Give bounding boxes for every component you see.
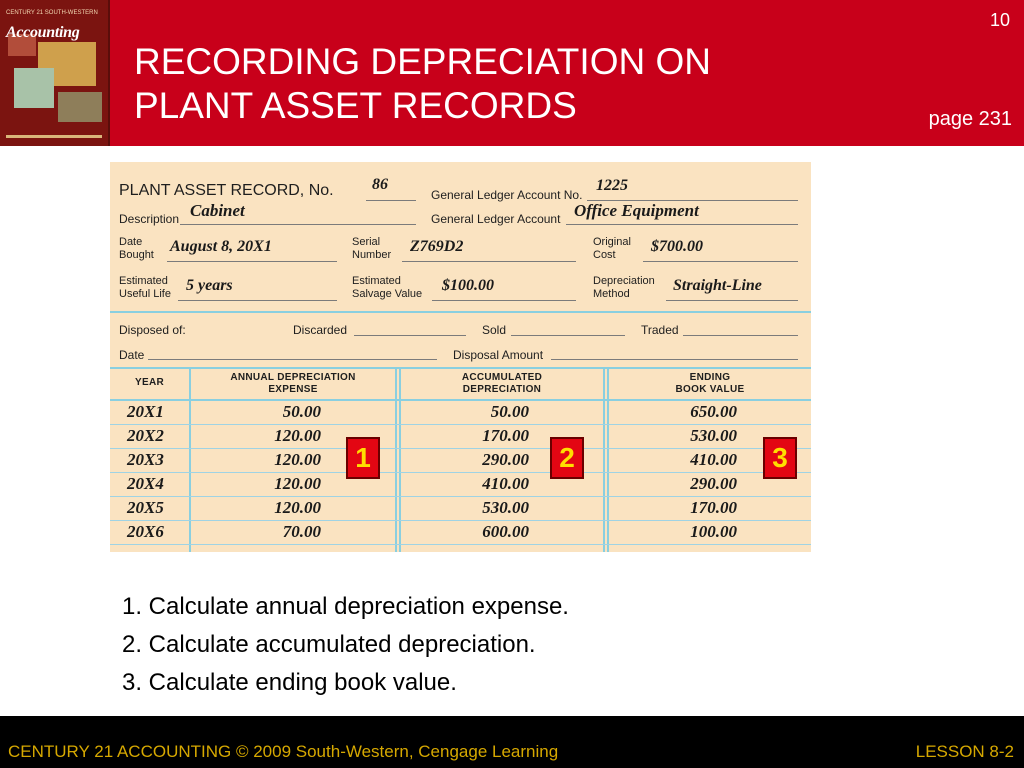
slide-header: [0, 0, 1024, 146]
label-line: Useful Life: [119, 288, 171, 300]
cover-brand: Accounting: [6, 24, 80, 41]
label-line: Cost: [593, 249, 616, 261]
date-line: [148, 359, 437, 360]
label-line: Estimated: [352, 275, 401, 287]
plant-asset-record-form: [110, 162, 811, 552]
date-bought-line: [167, 261, 337, 262]
row-rule: [110, 424, 811, 425]
date-bought-label: [119, 236, 154, 262]
slide-title-line2: PLANT ASSET RECORDS: [134, 85, 577, 126]
cell-annual: 120.00: [274, 426, 321, 445]
col-header-accumulated: [401, 372, 603, 396]
row-rule: [110, 544, 811, 545]
cell-year: 20X5: [127, 498, 164, 517]
header-line: ACCUMULATED: [461, 372, 543, 383]
cell-accumulated: 600.00: [482, 522, 529, 541]
label-line: Bought: [119, 249, 154, 261]
label-line: Depreciation: [593, 275, 655, 287]
cell-annual: 50.00: [282, 402, 321, 421]
cover-series: CENTURY 21 SOUTH-WESTERN: [6, 10, 98, 16]
description-label: Description: [119, 212, 180, 226]
step-badge-3: 3: [763, 437, 797, 479]
cell-annual: 70.00: [282, 522, 321, 541]
gl-account-line: [566, 224, 798, 225]
cell-ending: 170.00: [690, 498, 737, 517]
header-line: DEPRECIATION: [462, 384, 542, 395]
cell-annual: 120.00: [274, 498, 321, 517]
cell-ending: 530.00: [690, 426, 737, 445]
column-rule: [603, 367, 605, 552]
step-badge-2: 2: [550, 437, 584, 479]
header-line: EXPENSE: [268, 384, 318, 395]
step-item: 3. Calculate ending book value.: [122, 669, 457, 696]
table-top-rule: [110, 367, 811, 369]
header-line: BOOK VALUE: [675, 384, 745, 395]
serial-number-line: [402, 261, 576, 262]
discarded-line: [354, 335, 466, 336]
gl-account-value: Office Equipment: [574, 201, 699, 220]
description-line: [180, 224, 416, 225]
useful-life-label: [119, 275, 171, 301]
cell-year: 20X2: [127, 426, 164, 445]
original-cost-label: [593, 236, 631, 262]
label-line: Salvage Value: [352, 288, 423, 300]
col-header-annual: [191, 372, 395, 396]
slide-footer: [0, 716, 1024, 768]
record-heading: PLANT ASSET RECORD, No.: [119, 182, 334, 199]
cell-year: 20X3: [127, 450, 164, 469]
row-rule: [110, 520, 811, 521]
original-cost-line: [643, 261, 798, 262]
record-number: 86: [372, 176, 388, 193]
sold-label: Sold: [482, 323, 507, 337]
header-line: ENDING: [689, 372, 731, 383]
cover-block: [14, 68, 54, 108]
cell-year: 20X4: [127, 474, 164, 493]
col-header-ending: [609, 372, 811, 396]
section-divider: [110, 311, 811, 313]
header-line: ANNUAL DEPRECIATION: [230, 372, 356, 383]
salvage-value-line: [432, 300, 576, 301]
cell-ending: 410.00: [690, 450, 737, 469]
label-line: Method: [593, 288, 630, 300]
cell-accumulated: 170.00: [482, 426, 529, 445]
traded-line: [683, 335, 798, 336]
discarded-label: Discarded: [293, 323, 348, 337]
depreciation-method-value: Straight-Line: [673, 277, 762, 294]
slide-title-line1: RECORDING DEPRECIATION ON: [134, 41, 711, 82]
record-number-line: [366, 200, 416, 201]
label-line: Serial: [352, 236, 381, 248]
description-value: Cabinet: [190, 201, 245, 220]
label-line: Date: [119, 236, 143, 248]
salvage-value-label: [352, 275, 422, 301]
col-header-year: YEAR: [135, 377, 164, 388]
date-label: Date: [119, 348, 145, 362]
cell-accumulated: 530.00: [482, 498, 529, 517]
label-line: Original: [593, 236, 631, 248]
row-rule: [110, 448, 811, 449]
header-bottom-rule: [110, 399, 811, 401]
step-item: 2. Calculate accumulated depreciation.: [122, 631, 536, 658]
original-cost-value: $700.00: [651, 238, 703, 255]
gl-account-no-label: General Ledger Account No.: [431, 188, 583, 202]
sold-line: [511, 335, 625, 336]
serial-number-label: [352, 236, 391, 262]
cell-ending: 650.00: [690, 402, 737, 421]
steps-list: [122, 588, 569, 702]
gl-account-no-value: 1225: [596, 177, 628, 194]
row-rule: [110, 496, 811, 497]
step-item: 1. Calculate annual depreciation expense.: [122, 593, 569, 620]
footer-copyright: CENTURY 21 ACCOUNTING © 2009 South-Western, Cengage Learning: [8, 742, 559, 761]
useful-life-line: [178, 300, 337, 301]
row-rule: [110, 472, 811, 473]
textbook-cover-image: [0, 0, 110, 146]
cover-block: [58, 92, 102, 122]
label-line: Number: [352, 249, 392, 261]
footer-lesson: LESSON 8-2: [915, 742, 1014, 761]
slide-number: 10: [989, 10, 1010, 30]
depreciation-method-label: [593, 275, 655, 301]
slide-title: [134, 40, 711, 128]
cell-year: 20X1: [127, 402, 164, 421]
cell-accumulated: 410.00: [482, 474, 529, 493]
cell-ending: 290.00: [690, 474, 737, 493]
step-badge-1: 1: [346, 437, 380, 479]
disposal-amount-line: [551, 359, 798, 360]
disposal-amount-label: Disposal Amount: [453, 348, 544, 362]
cover-stripe: [6, 135, 102, 138]
date-bought-value: August 8, 20X1: [170, 238, 272, 255]
cell-annual: 120.00: [274, 450, 321, 469]
gl-account-label: General Ledger Account: [431, 212, 561, 226]
column-rule: [395, 367, 397, 552]
depreciation-method-line: [666, 300, 798, 301]
salvage-value-value: $100.00: [442, 277, 494, 294]
serial-number-value: Z769D2: [410, 238, 464, 255]
cell-accumulated: 290.00: [482, 450, 529, 469]
cell-year: 20X6: [127, 522, 164, 541]
traded-label: Traded: [641, 323, 679, 337]
cell-annual: 120.00: [274, 474, 321, 493]
label-line: Estimated: [119, 275, 168, 287]
cell-accumulated: 50.00: [490, 402, 529, 421]
useful-life-value: 5 years: [186, 277, 233, 294]
disposed-of-label: Disposed of:: [119, 323, 186, 337]
cell-ending: 100.00: [690, 522, 737, 541]
page-reference: page 231: [928, 108, 1012, 130]
